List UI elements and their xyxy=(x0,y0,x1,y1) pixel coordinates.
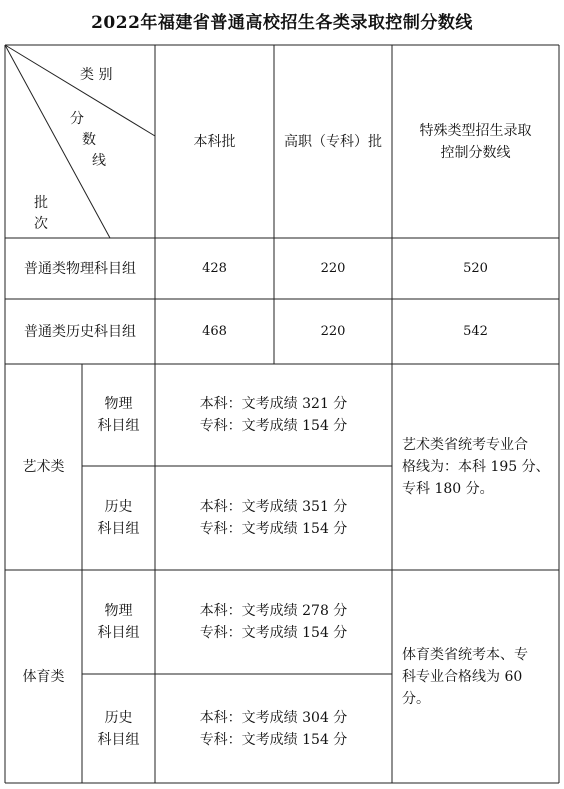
art-note-line-3: 专科 180 分。 xyxy=(402,481,494,497)
header-vocational: 高职（专科）批 xyxy=(284,133,382,150)
pe-history-line-1: 历史 xyxy=(104,709,133,726)
header-score-label-3: 线 xyxy=(92,153,106,169)
pe-note xyxy=(402,570,556,783)
pe-physics-undergrad: 本科：文考成绩 278 分 xyxy=(199,603,348,619)
art-note-line-1: 艺术类省统考专业合 xyxy=(402,437,528,453)
header-special-line-1: 特殊类型招生录取 xyxy=(419,122,532,139)
row-history-undergrad: 468 xyxy=(202,323,227,339)
pe-physics-vocational: 专科：文考成绩 154 分 xyxy=(199,625,348,641)
pe-physics-line-1: 物理 xyxy=(104,603,133,619)
row-physics-label: 普通类物理科目组 xyxy=(24,260,136,277)
art-physics-line-1: 物理 xyxy=(104,396,133,412)
row-physics-undergrad: 428 xyxy=(202,260,227,276)
art-history-group xyxy=(82,466,155,570)
row-physics-vocational: 220 xyxy=(320,260,346,276)
pe-history-line-2: 科目组 xyxy=(97,731,140,748)
art-history-line-1: 历史 xyxy=(104,499,133,515)
art-history-line-2: 科目组 xyxy=(97,521,140,537)
art-label: 艺术类 xyxy=(22,459,65,475)
header-undergrad: 本科批 xyxy=(193,133,236,150)
pe-history-scores xyxy=(155,674,392,783)
art-history-vocational: 专科：文考成绩 154 分 xyxy=(199,521,348,537)
art-physics-group xyxy=(82,364,155,466)
header-special-line-2: 控制分数线 xyxy=(440,144,511,161)
art-history-undergrad: 本科：文考成绩 351 分 xyxy=(199,499,348,515)
pe-note-line-1: 体育类省统考本、专 xyxy=(402,646,528,663)
pe-history-undergrad: 本科：文考成绩 304 分 xyxy=(199,709,348,726)
header-special xyxy=(392,45,559,238)
header-category-label: 类 别 xyxy=(80,67,113,83)
page-title: 2022年福建省普通高校招生各类录取控制分数线 xyxy=(91,13,473,33)
header-score-label-2: 数 xyxy=(82,132,96,148)
pe-note-line-3: 分。 xyxy=(402,690,430,707)
art-history-scores xyxy=(155,466,392,570)
pe-history-group xyxy=(82,674,155,783)
header-score-label-1: 分 xyxy=(70,111,84,127)
row-history-label: 普通类历史科目组 xyxy=(24,323,136,340)
pe-history-vocational: 专科：文考成绩 154 分 xyxy=(199,731,348,748)
pe-note-line-2: 科专业合格线为 60 xyxy=(402,668,523,685)
row-history-special: 542 xyxy=(463,323,488,339)
header-batch-label-1: 批 xyxy=(34,195,48,211)
pe-physics-scores xyxy=(155,570,392,674)
art-physics-line-2: 科目组 xyxy=(97,418,140,434)
art-note xyxy=(402,364,556,570)
pe-label: 体育类 xyxy=(22,668,65,685)
art-physics-vocational: 专科：文考成绩 154 分 xyxy=(199,418,348,434)
art-note-line-2: 格线为：本科 195 分、 xyxy=(402,459,550,475)
row-history-vocational: 220 xyxy=(320,323,346,339)
art-physics-undergrad: 本科：文考成绩 321 分 xyxy=(199,396,348,412)
pe-physics-group xyxy=(82,570,155,674)
art-physics-scores xyxy=(155,364,392,466)
header-batch-label-2: 次 xyxy=(34,216,48,232)
row-physics-special: 520 xyxy=(463,260,488,276)
pe-physics-line-2: 科目组 xyxy=(97,625,140,641)
